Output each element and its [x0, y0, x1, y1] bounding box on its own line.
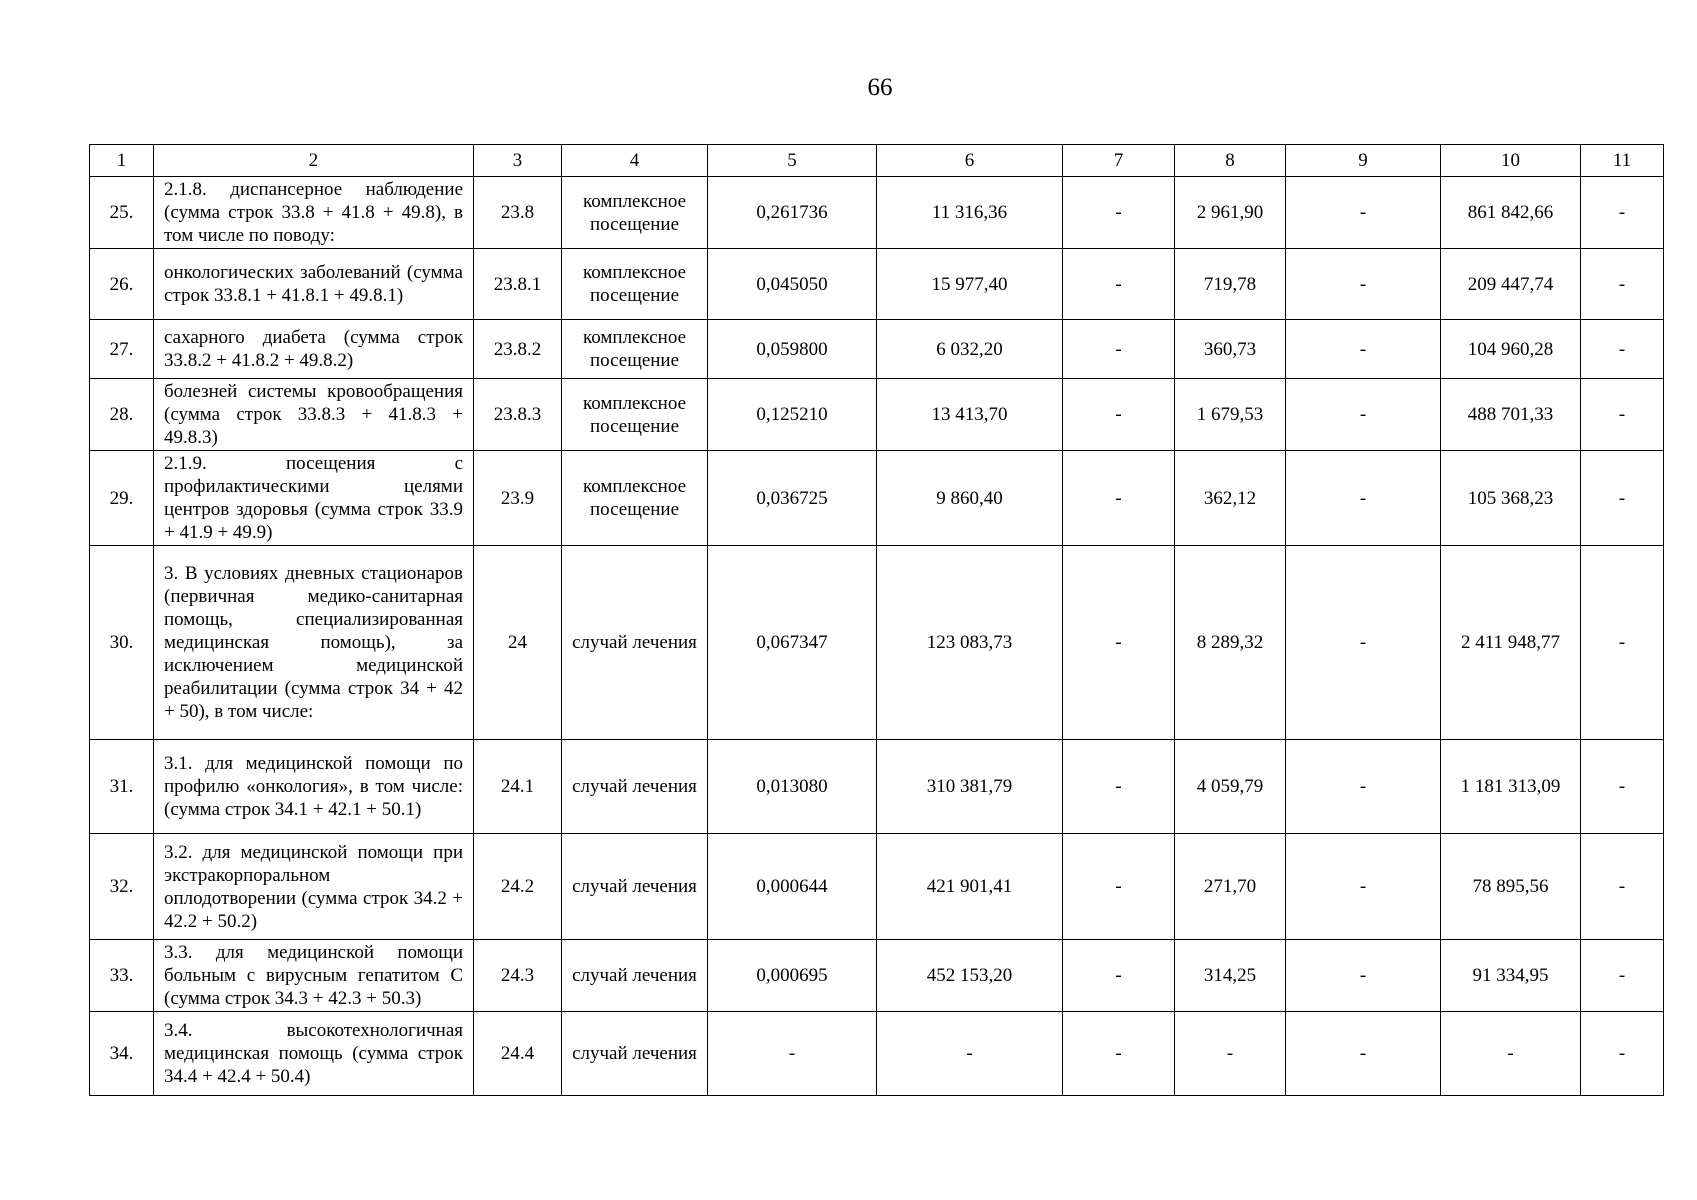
- header-cell: 2: [154, 145, 474, 177]
- row-col9: -: [1286, 249, 1441, 320]
- row-col9: -: [1286, 177, 1441, 249]
- row-col11: -: [1581, 834, 1664, 940]
- row-col8: 719,78: [1175, 249, 1286, 320]
- row-description: онкологических заболеваний (сумма строк 33.8.1 + 41.8.1 + 49.8.1): [154, 249, 474, 320]
- row-code: 23.8.1: [474, 249, 562, 320]
- row-number: 31.: [90, 740, 154, 834]
- row-col7: -: [1063, 320, 1175, 379]
- row-col5: 0,000695: [708, 940, 877, 1012]
- row-col7: -: [1063, 1012, 1175, 1096]
- row-number: 26.: [90, 249, 154, 320]
- row-code: 24: [474, 546, 562, 740]
- header-cell: 10: [1441, 145, 1581, 177]
- row-col8: 271,70: [1175, 834, 1286, 940]
- row-number: 27.: [90, 320, 154, 379]
- table-row: [90, 379, 1664, 451]
- row-number: 32.: [90, 834, 154, 940]
- row-col10: 2 411 948,77: [1441, 546, 1581, 740]
- header-cell: 3: [474, 145, 562, 177]
- table-row: [90, 546, 1664, 740]
- row-col5: 0,125210: [708, 379, 877, 451]
- row-col10: 861 842,66: [1441, 177, 1581, 249]
- row-code: 24.3: [474, 940, 562, 1012]
- row-col6: -: [877, 1012, 1063, 1096]
- row-col6: 421 901,41: [877, 834, 1063, 940]
- row-unit: случай лечения: [562, 834, 708, 940]
- row-col5: 0,067347: [708, 546, 877, 740]
- row-col10: 91 334,95: [1441, 940, 1581, 1012]
- row-col8: 1 679,53: [1175, 379, 1286, 451]
- row-col8: 8 289,32: [1175, 546, 1286, 740]
- table-row: [90, 249, 1664, 320]
- page-number: 66: [867, 74, 893, 101]
- row-description: 3.1. для медицинской помощи по профилю «онкология», в том числе: (сумма строк 34.1 + 42.1 + 50.1): [154, 740, 474, 834]
- header-cell: 11: [1581, 145, 1664, 177]
- header-cell: 4: [562, 145, 708, 177]
- row-number: 25.: [90, 177, 154, 249]
- row-unit: случай лечения: [562, 1012, 708, 1096]
- row-number: 28.: [90, 379, 154, 451]
- row-col8: 360,73: [1175, 320, 1286, 379]
- row-description: болезней системы кровообращения (сумма строк 33.8.3 + 41.8.3 + 49.8.3): [154, 379, 474, 451]
- header-row: [90, 145, 1664, 177]
- header-cell: 6: [877, 145, 1063, 177]
- row-col9: -: [1286, 940, 1441, 1012]
- table-row: [90, 320, 1664, 379]
- row-col5: 0,000644: [708, 834, 877, 940]
- row-col10: 105 368,23: [1441, 451, 1581, 546]
- row-col11: -: [1581, 249, 1664, 320]
- row-description: сахарного диабета (сумма строк 33.8.2 + 41.8.2 + 49.8.2): [154, 320, 474, 379]
- row-col10: 104 960,28: [1441, 320, 1581, 379]
- row-col8: -: [1175, 1012, 1286, 1096]
- row-col10: -: [1441, 1012, 1581, 1096]
- row-col8: 4 059,79: [1175, 740, 1286, 834]
- row-col11: -: [1581, 320, 1664, 379]
- row-col5: -: [708, 1012, 877, 1096]
- table-row: [90, 940, 1664, 1012]
- header-cell: 5: [708, 145, 877, 177]
- row-col6: 123 083,73: [877, 546, 1063, 740]
- row-col5: 0,036725: [708, 451, 877, 546]
- row-col8: 362,12: [1175, 451, 1286, 546]
- header-cell: 9: [1286, 145, 1441, 177]
- row-col9: -: [1286, 451, 1441, 546]
- row-unit: случай лечения: [562, 546, 708, 740]
- row-col9: -: [1286, 740, 1441, 834]
- row-col10: 209 447,74: [1441, 249, 1581, 320]
- row-col11: -: [1581, 451, 1664, 546]
- row-col9: -: [1286, 1012, 1441, 1096]
- row-col6: 13 413,70: [877, 379, 1063, 451]
- table-row: [90, 834, 1664, 940]
- row-col8: 314,25: [1175, 940, 1286, 1012]
- row-col5: 0,013080: [708, 740, 877, 834]
- row-col11: -: [1581, 379, 1664, 451]
- row-number: 33.: [90, 940, 154, 1012]
- table-row: [90, 1012, 1664, 1096]
- row-unit: комплексное посещение: [562, 320, 708, 379]
- row-col6: 310 381,79: [877, 740, 1063, 834]
- row-col11: -: [1581, 740, 1664, 834]
- row-description: 3.3. для медицинской помощи больным с вирусным гепатитом С (сумма строк 34.3 + 42.3 + 50.3): [154, 940, 474, 1012]
- row-col6: 6 032,20: [877, 320, 1063, 379]
- row-col11: -: [1581, 546, 1664, 740]
- header-cell: 1: [90, 145, 154, 177]
- row-code: 24.4: [474, 1012, 562, 1096]
- row-col11: -: [1581, 940, 1664, 1012]
- row-unit: комплексное посещение: [562, 249, 708, 320]
- row-col5: 0,261736: [708, 177, 877, 249]
- row-unit: случай лечения: [562, 940, 708, 1012]
- row-code: 23.8.3: [474, 379, 562, 451]
- row-code: 23.9: [474, 451, 562, 546]
- table-row: [90, 740, 1664, 834]
- row-unit: комплексное посещение: [562, 379, 708, 451]
- row-col7: -: [1063, 940, 1175, 1012]
- row-number: 29.: [90, 451, 154, 546]
- row-col5: 0,045050: [708, 249, 877, 320]
- row-description: 2.1.8. диспансерное наблюдение (сумма строк 33.8 + 41.8 + 49.8), в том числе по поводу:: [154, 177, 474, 249]
- row-col10: 78 895,56: [1441, 834, 1581, 940]
- row-col8: 2 961,90: [1175, 177, 1286, 249]
- row-number: 30.: [90, 546, 154, 740]
- row-col9: -: [1286, 834, 1441, 940]
- row-col7: -: [1063, 740, 1175, 834]
- row-description: 2.1.9. посещения с профилактическими целями центров здоровья (сумма строк 33.9 + 41.9 + 49.9): [154, 451, 474, 546]
- row-code: 23.8: [474, 177, 562, 249]
- row-code: 23.8.2: [474, 320, 562, 379]
- data-table: [89, 144, 1664, 1096]
- row-col10: 1 181 313,09: [1441, 740, 1581, 834]
- header-cell: 8: [1175, 145, 1286, 177]
- header-cell: 7: [1063, 145, 1175, 177]
- row-description: 3.2. для медицинской помощи при экстракорпоральном оплодотворении (сумма строк 34.2 + 42.2 + 50.2): [154, 834, 474, 940]
- row-description: 3.4. высокотехнологичная медицинская помощь (сумма строк 34.4 + 42.4 + 50.4): [154, 1012, 474, 1096]
- row-unit: случай лечения: [562, 740, 708, 834]
- row-code: 24.2: [474, 834, 562, 940]
- row-col7: -: [1063, 379, 1175, 451]
- row-number: 34.: [90, 1012, 154, 1096]
- row-col11: -: [1581, 177, 1664, 249]
- row-col9: -: [1286, 320, 1441, 379]
- row-col6: 11 316,36: [877, 177, 1063, 249]
- row-col6: 9 860,40: [877, 451, 1063, 546]
- row-unit: комплексное посещение: [562, 177, 708, 249]
- row-col9: -: [1286, 379, 1441, 451]
- table-row: [90, 177, 1664, 249]
- row-col11: -: [1581, 1012, 1664, 1096]
- row-unit: комплексное посещение: [562, 451, 708, 546]
- row-col10: 488 701,33: [1441, 379, 1581, 451]
- table-row: [90, 451, 1664, 546]
- row-col5: 0,059800: [708, 320, 877, 379]
- row-code: 24.1: [474, 740, 562, 834]
- row-col7: -: [1063, 249, 1175, 320]
- row-description: 3. В условиях дневных стационаров (первичная медико-санитарная помощь, специализированная медицинская помощь), за исключением медицинской реабилитации (сумма строк 34 + 42 + 50), в том числе:: [154, 546, 474, 740]
- row-col7: -: [1063, 834, 1175, 940]
- row-col7: -: [1063, 177, 1175, 249]
- row-col9: -: [1286, 546, 1441, 740]
- row-col6: 452 153,20: [877, 940, 1063, 1012]
- row-col7: -: [1063, 546, 1175, 740]
- row-col7: -: [1063, 451, 1175, 546]
- row-col6: 15 977,40: [877, 249, 1063, 320]
